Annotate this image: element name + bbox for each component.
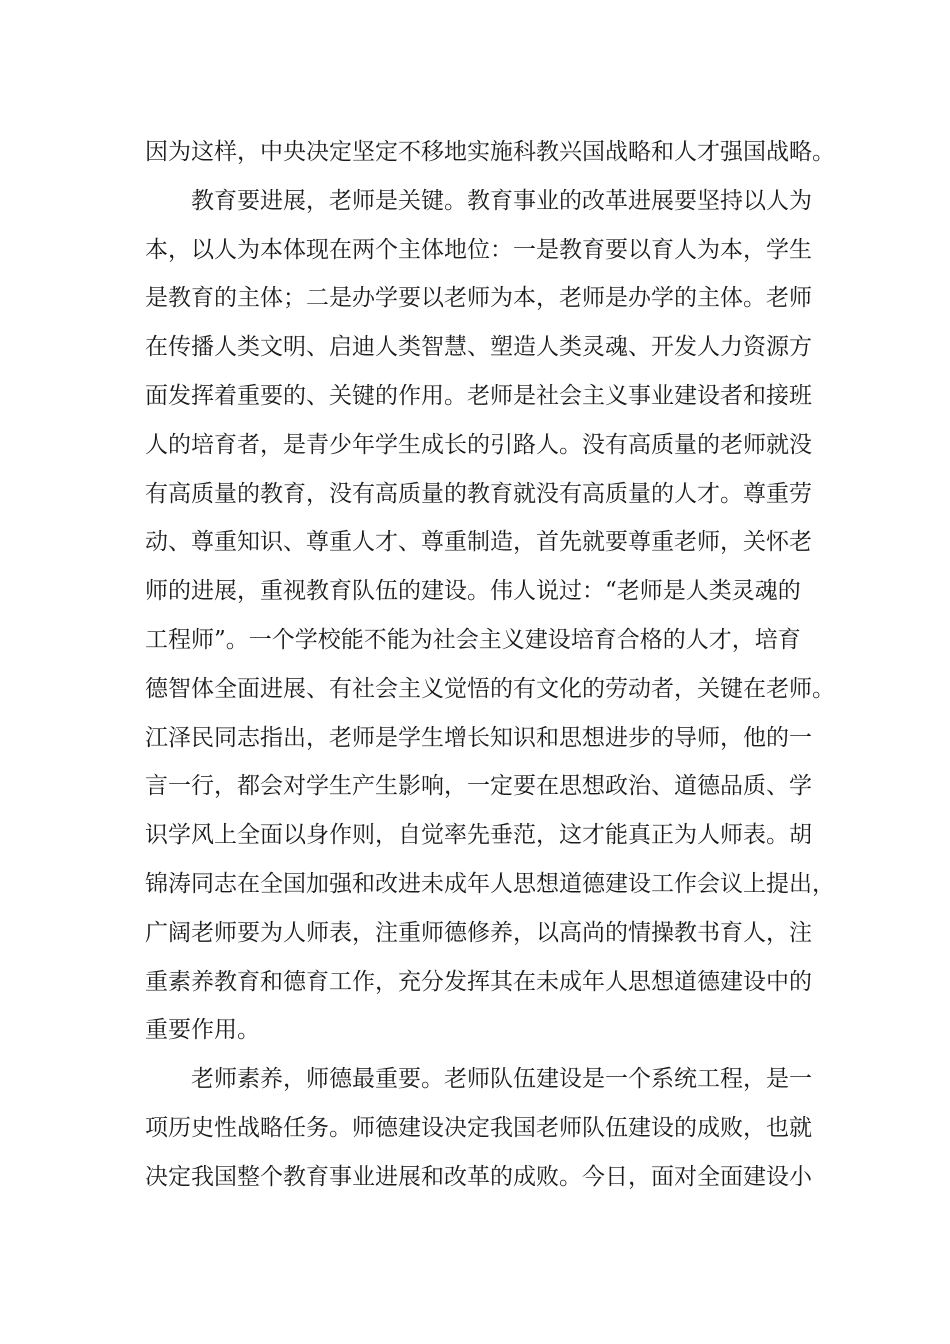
text-line: 德智体全面进展、有社会主义觉悟的有文化的劳动者，关键在老师。 xyxy=(145,675,835,702)
text-line: 是教育的主体；二是办学要以老师为本，老师是办学的主体。老师 xyxy=(145,285,812,312)
text-line: 教育要进展，老师是关键。教育事业的改革进展要坚持以人为 xyxy=(191,187,812,214)
text-line: 识学风上全面以身作则，自觉率先垂范，这才能真正为人师表。胡 xyxy=(145,822,812,849)
document-body xyxy=(145,128,835,1202)
text-line: 工程师”。一个学校能不能为社会主义建设培育合格的人才，培育 xyxy=(145,626,801,653)
text-line: 老师素养，师德最重要。老师队伍建设是一个系统工程，是一 xyxy=(191,1066,812,1093)
text-line: 人的培育者，是青少年学生成长的引路人。没有高质量的老师就没 xyxy=(145,431,812,458)
text-line: 重素养教育和德育工作，充分发挥其在未成年人思想道德建设中的 xyxy=(145,968,812,995)
text-line: 江泽民同志指出，老师是学生增长知识和思想进步的导师，他的一 xyxy=(145,724,812,751)
text-line: 动、尊重知识、尊重人才、尊重制造，首先就要尊重老师，关怀老 xyxy=(145,529,812,556)
text-line: 本，以人为本体现在两个主体地位：一是教育要以育人为本，学生 xyxy=(145,236,812,263)
text-line: 有高质量的教育，没有高质量的教育就没有高质量的人才。尊重劳 xyxy=(145,480,812,507)
text-line: 面发挥着重要的、关键的作用。老师是社会主义事业建设者和接班 xyxy=(145,382,812,409)
text-line: 决定我国整个教育事业进展和改革的成败。今日，面对全面建设小 xyxy=(145,1163,812,1190)
text-line: 师的进展，重视教育队伍的建设。伟人说过：“老师是人类灵魂的 xyxy=(145,578,801,605)
text-line: 在传播人类文明、启迪人类智慧、塑造人类灵魂、开发人力资源方 xyxy=(145,334,812,361)
text-line: 重要作用。 xyxy=(145,1017,260,1044)
text-line: 项历史性战略任务。师德建设决定我国老师队伍建设的成败，也就 xyxy=(145,1114,812,1141)
text-line: 因为这样，中央决定坚定不移地实施科教兴国战略和人才强国战略。 xyxy=(145,139,835,165)
text-line: 广阔老师要为人师表，注重师德修养，以高尚的情操教书育人，注 xyxy=(145,919,812,946)
text-line: 言一行，都会对学生产生影响，一定要在思想政治、道德品质、学 xyxy=(145,773,812,800)
text-line: 锦涛同志在全国加强和改进未成年人思想道德建设工作会议上提出， xyxy=(145,870,835,897)
